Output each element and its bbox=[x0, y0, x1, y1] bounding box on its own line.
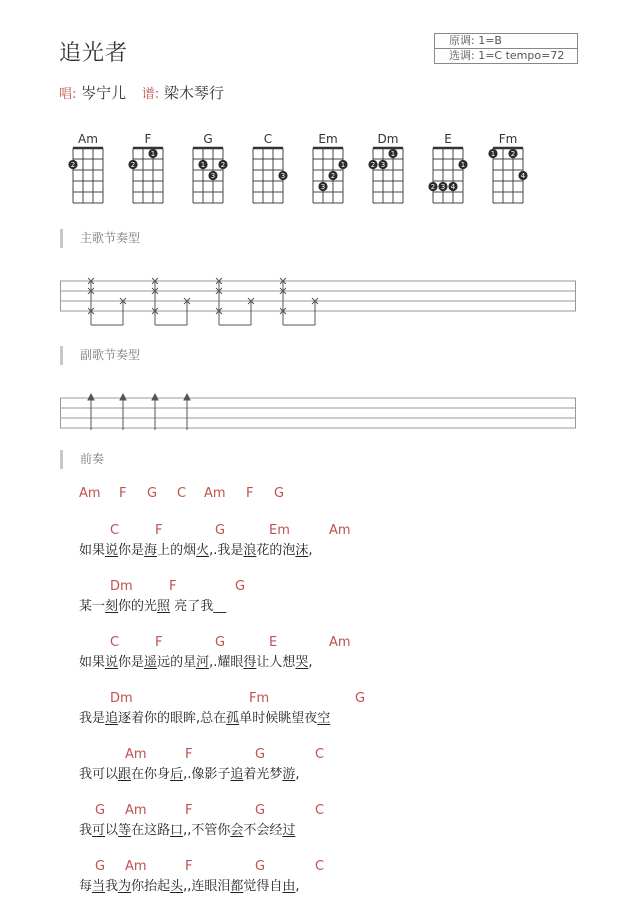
svg-text:1: 1 bbox=[340, 161, 346, 170]
chord-name-fm: Fm bbox=[498, 132, 518, 146]
lyric-line: 我是追逐着你的眼眸,总在孤单时候眺望夜空 bbox=[79, 711, 331, 726]
svg-text:4: 4 bbox=[450, 183, 456, 192]
finger-dot bbox=[328, 171, 337, 180]
strum-down-arrow bbox=[184, 394, 190, 430]
chord-label: Am bbox=[125, 747, 147, 762]
finger-dot bbox=[448, 182, 457, 191]
chord-label: G bbox=[95, 803, 106, 818]
chord-label: G bbox=[95, 859, 106, 874]
svg-text:2: 2 bbox=[70, 161, 76, 170]
chord-label: G bbox=[355, 691, 366, 706]
svg-text:2: 2 bbox=[430, 183, 436, 192]
svg-text:3: 3 bbox=[320, 183, 326, 192]
chord-diagram-c bbox=[248, 145, 288, 207]
chord-label: G bbox=[255, 859, 266, 874]
chord-label: F bbox=[185, 803, 193, 818]
chord-label: Dm bbox=[110, 579, 133, 594]
strum-down-arrow bbox=[88, 394, 94, 430]
chorus-rhythm-heading: 副歌节奏型 bbox=[60, 346, 140, 365]
intro-chord: F bbox=[246, 486, 254, 501]
svg-text:4: 4 bbox=[520, 172, 526, 181]
arranger-label: 谱: bbox=[141, 87, 160, 102]
chord-label: G bbox=[235, 579, 246, 594]
chord-label: Dm bbox=[110, 691, 133, 706]
lyric-line: 我可以等在这路口,,不管你会不会经过 bbox=[79, 823, 296, 838]
finger-dot bbox=[128, 160, 137, 169]
intro-heading: 前奏 bbox=[60, 450, 104, 469]
finger-dot bbox=[318, 182, 327, 191]
strum-down-arrow bbox=[152, 394, 158, 430]
lyric-line: 每当我为你抬起头,,连眼泪都觉得自由, bbox=[79, 879, 300, 894]
key-info-box bbox=[434, 33, 578, 64]
chord-label: C bbox=[110, 635, 120, 650]
strum-down-arrow bbox=[120, 394, 126, 430]
finger-dot bbox=[438, 182, 447, 191]
arranger-name: 梁木琴行 bbox=[163, 84, 224, 102]
chord-name-g: G bbox=[203, 132, 213, 146]
selected-key: 选调: 1=C tempo=72 bbox=[435, 48, 577, 63]
lyric-line: 如果说你是遥远的星河,.耀眼得让人想哭, bbox=[79, 655, 313, 670]
chorus-rhythm-staff bbox=[60, 392, 576, 432]
verse-rhythm-heading: 主歌节奏型 bbox=[60, 229, 140, 248]
chord-label: G bbox=[255, 747, 266, 762]
lyric-line: 我可以跟在你身后,.像影子追着光梦游, bbox=[79, 767, 300, 782]
intro-chord: Am bbox=[204, 486, 226, 501]
intro-chord: F bbox=[119, 486, 127, 501]
svg-text:1: 1 bbox=[200, 161, 206, 170]
chord-label: G bbox=[215, 635, 226, 650]
finger-dot bbox=[68, 160, 77, 169]
svg-text:2: 2 bbox=[510, 150, 516, 159]
chord-label: C bbox=[110, 523, 120, 538]
singer-label: 唱: bbox=[59, 87, 77, 102]
chord-label: Am bbox=[329, 523, 351, 538]
chord-name-c: C bbox=[263, 132, 273, 146]
svg-text:3: 3 bbox=[210, 172, 216, 181]
chord-name-e: E bbox=[444, 132, 452, 146]
intro-chord: C bbox=[177, 486, 187, 501]
finger-dot bbox=[378, 160, 387, 169]
finger-dot bbox=[518, 171, 527, 180]
singer-name: 岑宁儿 bbox=[81, 84, 127, 102]
chord-diagram-e bbox=[428, 145, 468, 207]
chord-label: E bbox=[269, 635, 278, 650]
chord-label: C bbox=[315, 803, 325, 818]
svg-text:1: 1 bbox=[150, 150, 156, 159]
finger-dot bbox=[388, 149, 397, 158]
chord-diagram-dm bbox=[368, 145, 408, 207]
chord-label: F bbox=[155, 523, 163, 538]
finger-dot bbox=[368, 160, 377, 169]
chord-diagram-em bbox=[308, 145, 348, 207]
svg-text:2: 2 bbox=[330, 172, 336, 181]
svg-text:2: 2 bbox=[130, 161, 136, 170]
chord-label: F bbox=[155, 635, 163, 650]
chord-label: Am bbox=[125, 859, 147, 874]
finger-dot bbox=[208, 171, 217, 180]
chord-diagram-g bbox=[188, 145, 228, 207]
svg-text:1: 1 bbox=[460, 161, 466, 170]
finger-dot bbox=[218, 160, 227, 169]
chord-label: Em bbox=[269, 523, 290, 538]
chord-label: C bbox=[315, 859, 325, 874]
verse-rhythm-staff bbox=[60, 275, 576, 331]
chord-label: F bbox=[169, 579, 177, 594]
chord-label: Fm bbox=[249, 691, 270, 706]
intro-chord: G bbox=[147, 486, 158, 501]
intro-chord: G bbox=[274, 486, 285, 501]
chord-label: G bbox=[215, 523, 226, 538]
chord-name-f: F bbox=[144, 132, 152, 146]
finger-dot bbox=[428, 182, 437, 191]
intro-chord: Am bbox=[79, 486, 101, 501]
svg-text:2: 2 bbox=[220, 161, 226, 170]
chord-label: Am bbox=[329, 635, 351, 650]
finger-dot bbox=[508, 149, 517, 158]
svg-text:2: 2 bbox=[370, 161, 376, 170]
chord-diagram-fm bbox=[488, 145, 528, 207]
finger-dot bbox=[338, 160, 347, 169]
lyric-line: 某一刻你的光照 亮了我__ bbox=[79, 599, 227, 614]
finger-dot bbox=[488, 149, 497, 158]
chord-label: F bbox=[185, 859, 193, 874]
svg-text:3: 3 bbox=[440, 183, 446, 192]
chord-label: G bbox=[255, 803, 266, 818]
finger-dot bbox=[458, 160, 467, 169]
credits bbox=[59, 82, 224, 103]
chord-label: F bbox=[185, 747, 193, 762]
finger-dot bbox=[148, 149, 157, 158]
chord-name-am: Am bbox=[78, 132, 98, 146]
chord-label: C bbox=[315, 747, 325, 762]
chord-label: Am bbox=[125, 803, 147, 818]
original-key: 原调: 1=B bbox=[449, 34, 502, 47]
chord-diagram-am bbox=[68, 145, 108, 207]
svg-text:3: 3 bbox=[280, 172, 286, 181]
chord-name-dm: Dm bbox=[377, 132, 399, 146]
finger-dot bbox=[198, 160, 207, 169]
lyric-line: 如果说你是海上的烟火,.我是浪花的泡沫, bbox=[79, 543, 313, 558]
svg-text:1: 1 bbox=[490, 150, 496, 159]
chord-diagram-f bbox=[128, 145, 168, 207]
chord-name-em: Em bbox=[318, 132, 338, 146]
svg-text:3: 3 bbox=[380, 161, 386, 170]
svg-text:1: 1 bbox=[390, 150, 396, 159]
finger-dot bbox=[278, 171, 287, 180]
song-title: 追光者 bbox=[59, 41, 129, 66]
